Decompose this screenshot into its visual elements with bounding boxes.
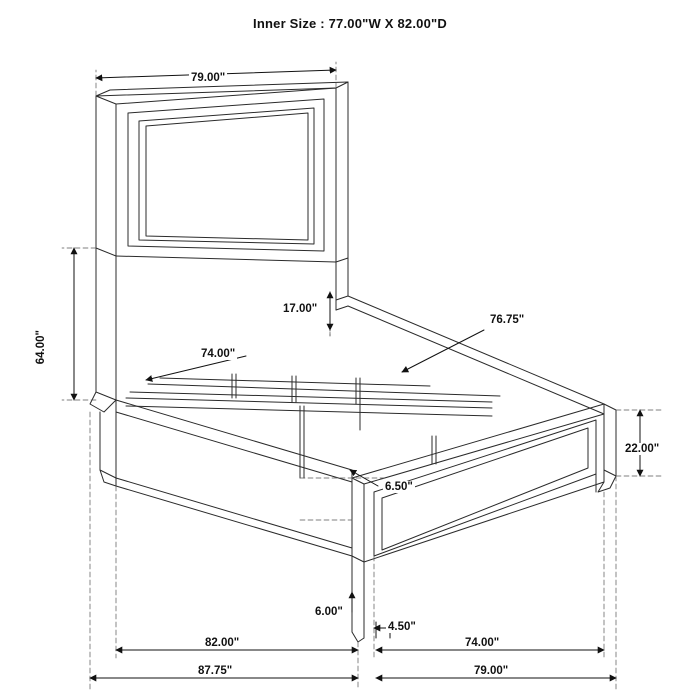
side-rail-near (100, 400, 352, 556)
page-title: Inner Size : 77.00"W X 82.00"D (253, 16, 447, 31)
dim-footboard-width: 74.00" (465, 637, 500, 649)
dim-rail-inner-length: 74.00" (201, 348, 236, 360)
dim-side-rail-length: 76.75" (490, 314, 525, 326)
dim-headboard-width: 79.00" (191, 72, 226, 84)
dim-footboard-height: 22.00" (625, 443, 660, 455)
dim-headboard-height: 64.00" (35, 330, 47, 365)
dim-slat-height: 6.50" (385, 481, 413, 493)
dim-leg-width: 4.50" (388, 621, 416, 633)
dim-rail-height: 17.00" (283, 303, 318, 315)
slat-deck (130, 378, 500, 402)
side-rail-far (336, 296, 604, 414)
dim-overall-width-bottom: 79.00" (474, 665, 509, 677)
dim-overall-length: 87.75" (198, 665, 233, 677)
dimension-lines (74, 70, 640, 678)
extension-lines (62, 62, 662, 690)
footboard-outline (352, 404, 616, 642)
dim-deck-length: 82.00" (205, 637, 240, 649)
dim-clearance-low: 6.00" (315, 606, 343, 618)
